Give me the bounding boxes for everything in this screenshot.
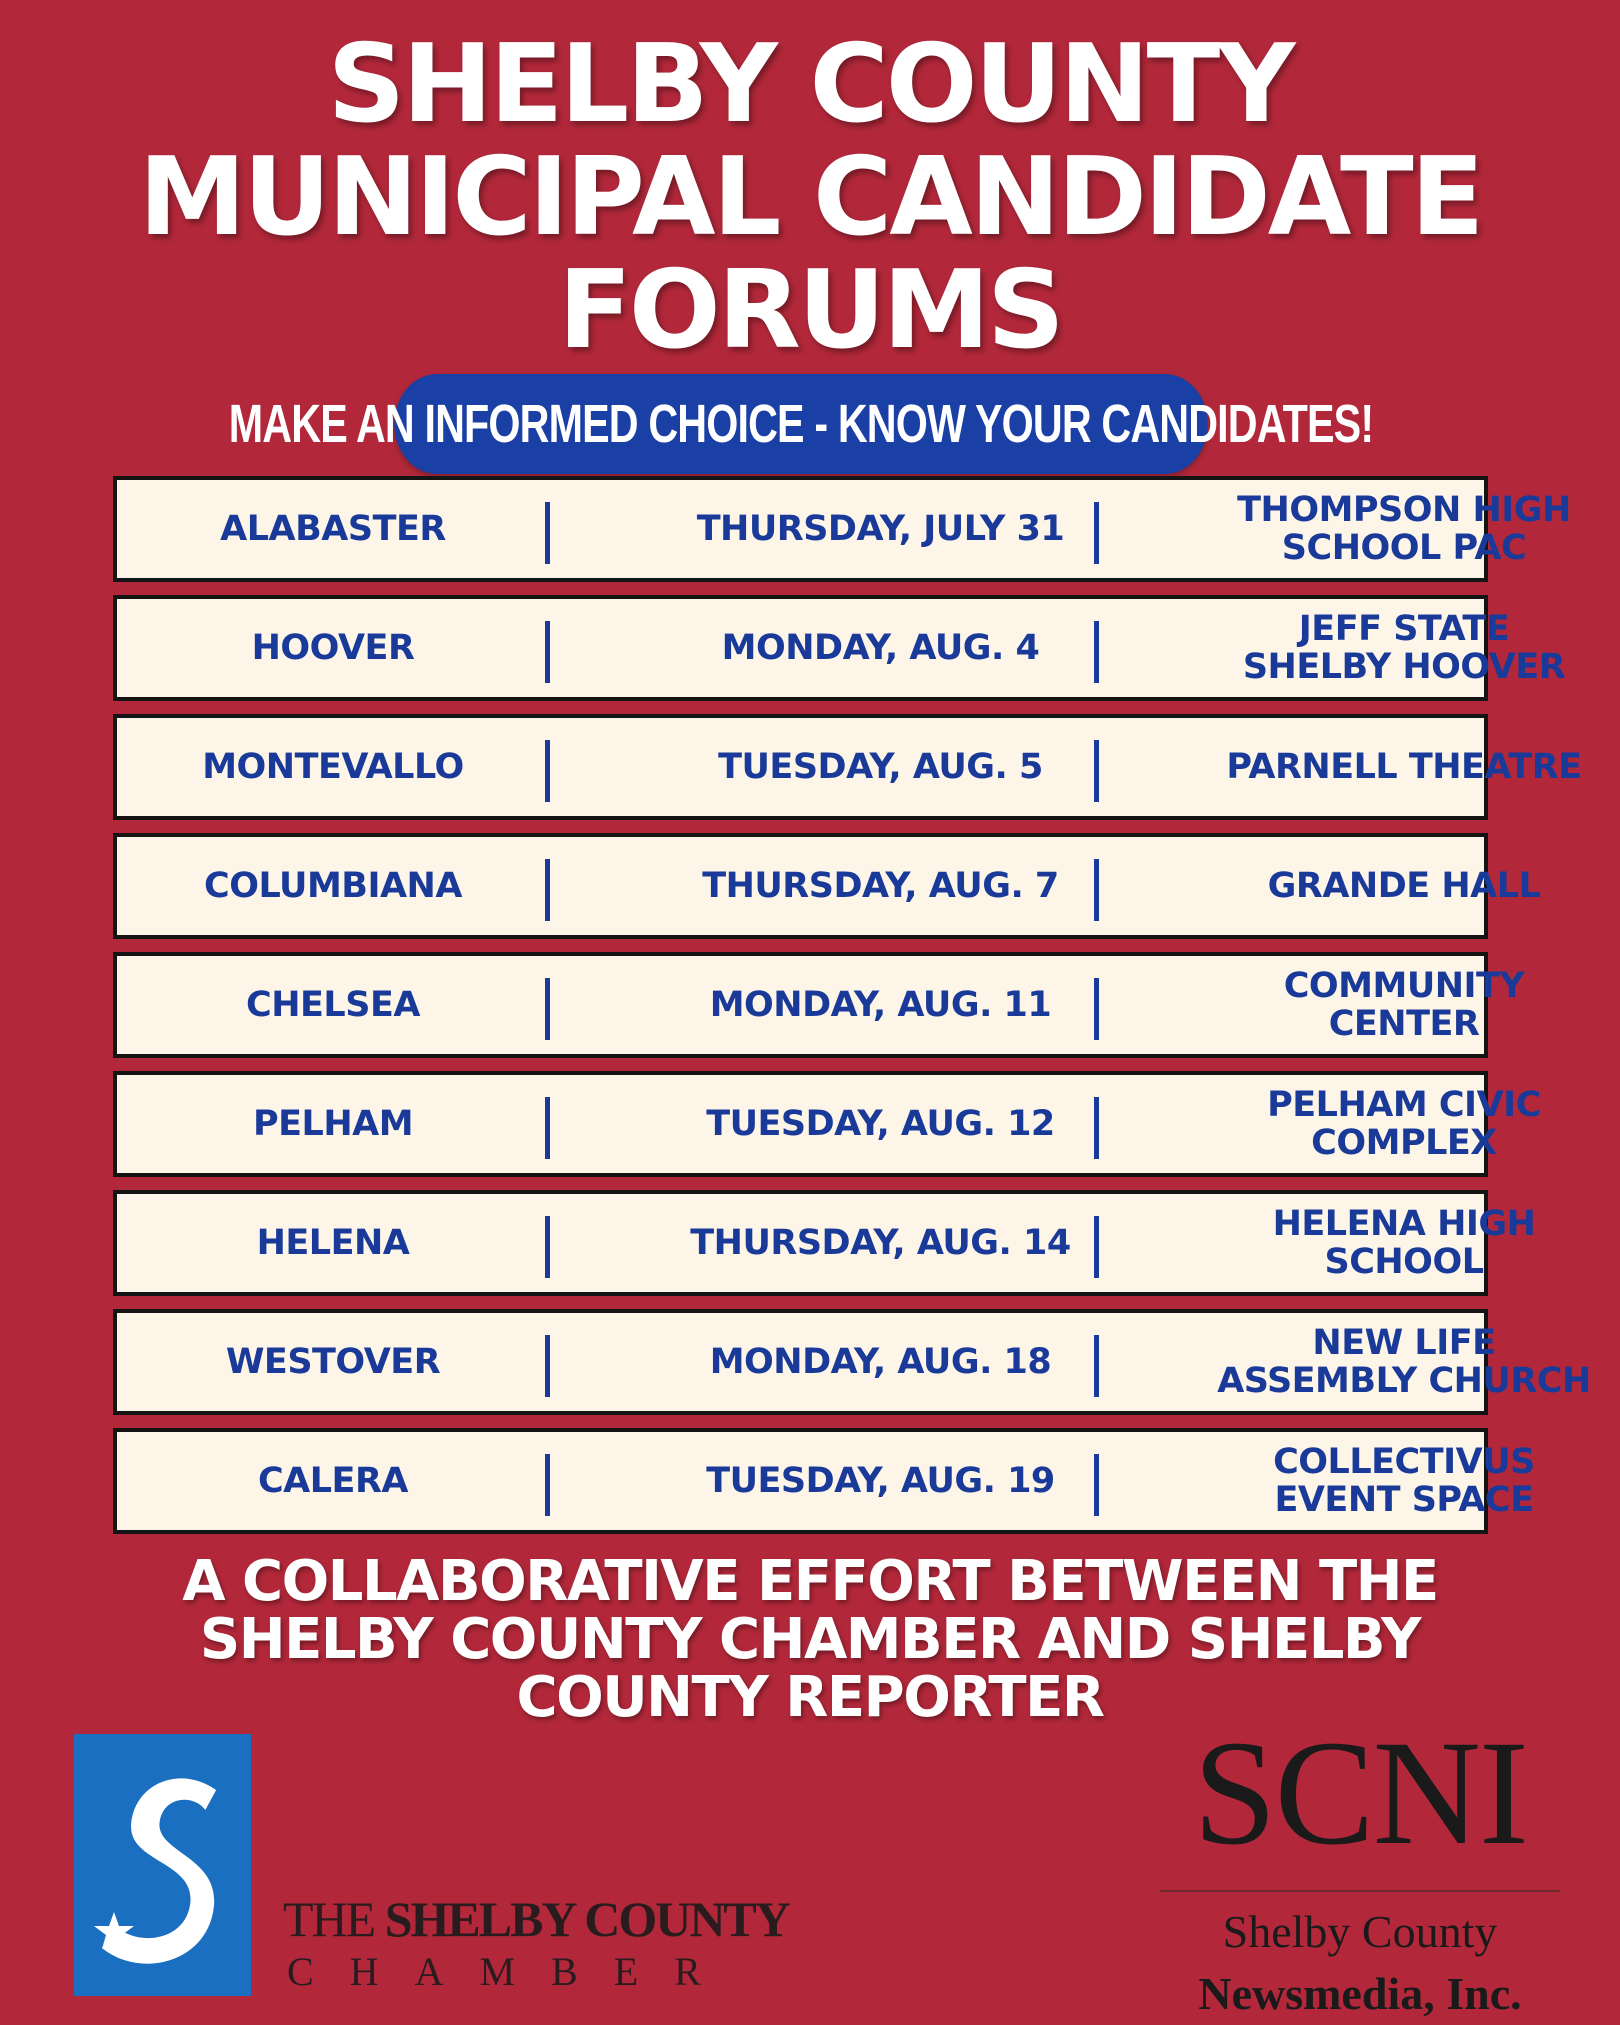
footer-line-3: COUNTY REPORTER [516,1665,1104,1730]
column-divider [1094,502,1099,564]
forum-city: CHELSEA [246,985,420,1025]
forum-venue-line-2: ASSEMBLY CHURCH [1217,1361,1591,1401]
scni-logo [1160,1710,1560,2020]
column-divider [545,1216,550,1278]
forum-date: THURSDAY, JULY 31 [696,509,1065,549]
chamber-the: THE [283,1891,375,1947]
column-divider [1094,1335,1099,1397]
forum-row [113,952,1525,1058]
column-divider [545,621,550,683]
forum-venue [1110,1075,1620,1173]
forum-date: MONDAY, AUG. 18 [709,1342,1052,1382]
forum-date: THURSDAY, AUG. 7 [702,866,1059,906]
tagline-banner [228,374,1374,474]
column-divider [1094,1097,1099,1159]
forum-venue-line-2: COMPLEX [1311,1123,1497,1163]
forum-venue-line-2: SHELBY HOOVER [1242,647,1566,687]
forum-row [113,833,1541,939]
forum-venue [1110,956,1620,1054]
column-divider [1094,740,1099,802]
forum-venue-line-2: CENTER [1328,1004,1480,1044]
forum-city: ALABASTER [220,509,446,549]
scni-divider [1160,1890,1560,1892]
forum-row [113,1309,1591,1415]
forum-row [113,595,1566,701]
forum-venue-line-2: SCHOOL [1324,1242,1484,1282]
forum-city: CALERA [257,1461,409,1501]
forum-venue-line-1: HELENA HIGH [1272,1204,1536,1244]
column-divider [545,978,550,1040]
forum-venue-line-1: NEW LIFE [1312,1323,1496,1363]
forum-venue [1110,718,1620,816]
forum-venue-line-1: PARNELL THEATRE [1226,747,1582,787]
title-line-2: MUNICIPAL CANDIDATE [138,135,1482,260]
chamber-sub: CHAMBER [287,1949,737,1994]
column-divider [1094,621,1099,683]
forum-venue [1110,599,1620,697]
title-line-1: SHELBY COUNTY [327,22,1293,147]
column-divider [545,502,550,564]
chamber-wordmark [283,1890,803,1995]
footer-line-1: A COLLABORATIVE EFFORT BETWEEN THE [182,1549,1438,1614]
forum-schedule [113,476,1591,1547]
forum-date: TUESDAY, AUG. 19 [706,1461,1055,1501]
forum-venue [1110,1194,1620,1292]
forum-date: MONDAY, AUG. 11 [709,985,1052,1025]
forum-venue-line-1: COMMUNITY [1283,966,1525,1006]
column-divider [545,1097,550,1159]
collaboration-note [0,1549,1620,1730]
forum-venue-line-1: PELHAM CIVIC [1267,1085,1541,1125]
forum-city: MONTEVALLO [202,747,464,787]
column-divider [545,740,550,802]
column-divider [1094,1216,1099,1278]
chamber-logo-icon [74,1734,251,1996]
tagline-text: MAKE AN INFORMED CHOICE - KNOW YOUR CANDIDATES! [228,394,1374,454]
forum-venue-line-1: THOMPSON HIGH [1237,490,1571,530]
footer-line-2: SHELBY COUNTY CHAMBER AND SHELBY [199,1607,1421,1672]
forum-venue [1110,480,1620,578]
forum-date: MONDAY, AUG. 4 [721,628,1040,668]
forum-venue [1110,1313,1620,1411]
scni-line-2: Newsmedia, Inc. [1198,1968,1522,2019]
forum-city: COLUMBIANA [204,866,462,906]
forum-city: HELENA [256,1223,410,1263]
forum-row [113,1190,1536,1296]
forum-venue-line-1: GRANDE HALL [1267,866,1541,906]
title-line-3: FORUMS [558,248,1062,373]
forum-venue-line-1: JEFF STATE [1298,609,1510,649]
forum-city: WESTOVER [225,1342,441,1382]
chamber-name: SHELBY COUNTY [384,1891,789,1947]
scni-line-1: Shelby County [1222,1906,1498,1957]
forum-venue-line-1: COLLECTIVUS [1273,1442,1535,1482]
column-divider [1094,859,1099,921]
forum-city: HOOVER [251,628,415,668]
forum-date: THURSDAY, AUG. 14 [690,1223,1071,1263]
chamber-s-star-logo-icon [74,1734,251,1996]
column-divider [545,1335,550,1397]
forum-venue [1110,837,1620,935]
forum-row [113,1071,1541,1177]
column-divider [545,859,550,921]
forum-row [113,476,1571,582]
forum-venue [1110,1432,1620,1530]
scni-abbr: SCNI [1193,1710,1527,1876]
forum-row [113,1428,1535,1534]
column-divider [545,1454,550,1516]
forum-date: TUESDAY, AUG. 12 [706,1104,1055,1144]
forum-row [113,714,1582,820]
column-divider [1094,978,1099,1040]
forum-city: PELHAM [252,1104,414,1144]
poster-title [0,22,1620,373]
forum-date: TUESDAY, AUG. 5 [718,747,1043,787]
column-divider [1094,1454,1099,1516]
forum-venue-line-2: SCHOOL PAC [1281,528,1527,568]
forum-venue-line-2: EVENT SPACE [1274,1480,1534,1520]
